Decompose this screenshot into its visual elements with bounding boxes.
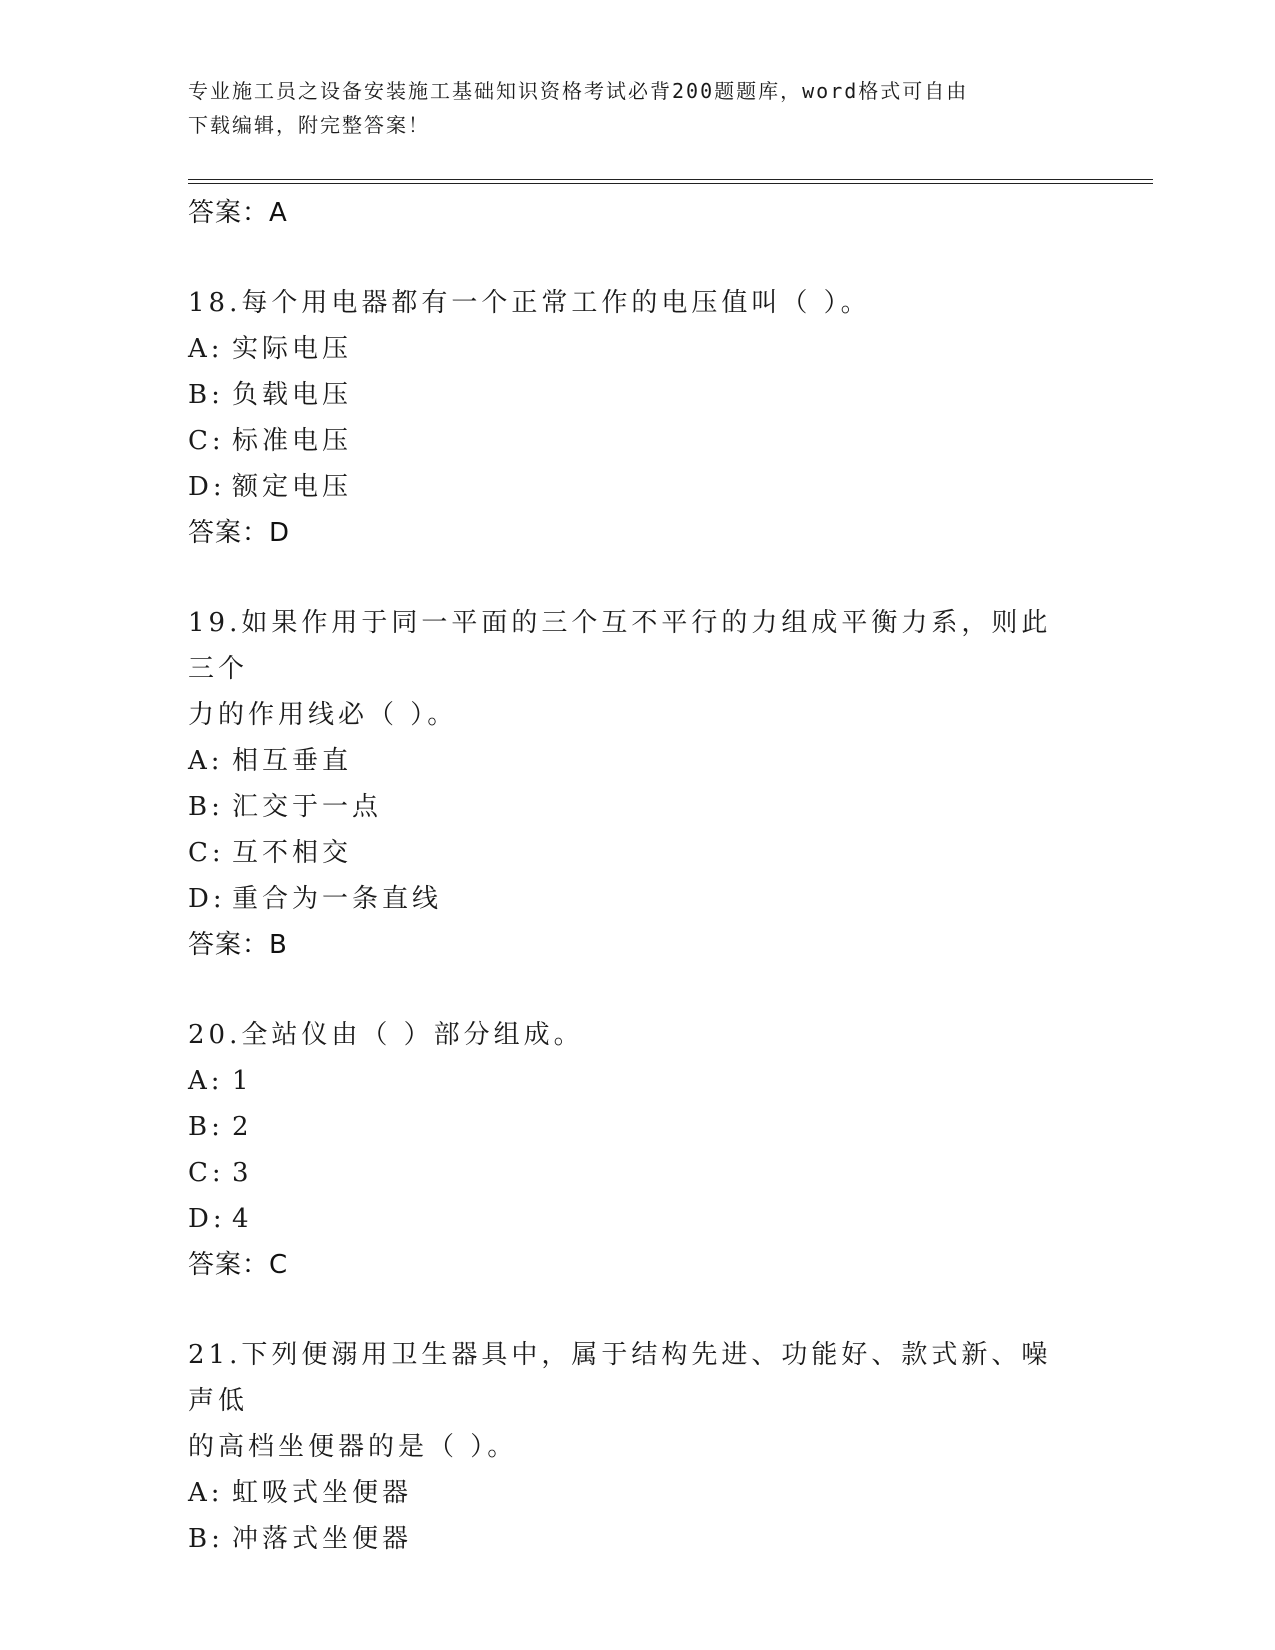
option-d [188, 876, 1078, 922]
option-c [188, 830, 1078, 876]
option-text: 重合为一条直线 [232, 884, 443, 914]
option-text: 4 [232, 1204, 253, 1234]
option-text: 额定电压 [232, 472, 353, 502]
question-20 [188, 1012, 1078, 1288]
option-a [188, 738, 1078, 784]
option-b [188, 1104, 1078, 1150]
question-text-line1: 21.下列便溺用卫生器具中，属于结构先进、功能好、款式新、噪声低 [188, 1340, 1052, 1416]
header-divider-bottom [188, 183, 1153, 184]
option-key: C: [188, 1158, 225, 1188]
option-key: C: [188, 426, 225, 456]
option-text: 互不相交 [232, 838, 353, 868]
option-text: 相互垂直 [232, 746, 353, 776]
option-a [188, 1058, 1078, 1104]
option-a [188, 326, 1078, 372]
option-b [188, 1516, 1078, 1562]
option-b [188, 372, 1078, 418]
question-18 [188, 280, 1078, 556]
header-title-line2: 下载编辑，附完整答案！ [188, 113, 430, 137]
question-text: 20.全站仪由（ ）部分组成。 [188, 1020, 584, 1050]
option-key: D: [188, 472, 226, 502]
option-key: B: [188, 380, 224, 410]
option-key: B: [188, 792, 224, 822]
option-key: A: [188, 334, 224, 364]
option-key: B: [188, 1524, 224, 1554]
question-text: 18.每个用电器都有一个正常工作的电压值叫（ ）。 [188, 288, 871, 318]
question-list [188, 190, 1078, 1562]
question-text-line1: 19.如果作用于同一平面的三个互不平行的力组成平衡力系，则此三个 [188, 608, 1052, 684]
previous-answer: 答案：A [188, 198, 288, 228]
option-key: A: [188, 1066, 224, 1096]
option-key: B: [188, 1112, 224, 1142]
question-text-line2: 的高档坐便器的是（ ）。 [188, 1432, 518, 1462]
question-21 [188, 1332, 1078, 1562]
header-divider-top [188, 179, 1153, 180]
option-c [188, 1150, 1078, 1196]
answer-label: 答案：B [188, 930, 288, 960]
option-text: 标准电压 [232, 426, 353, 456]
option-text: 冲落式坐便器 [232, 1524, 413, 1554]
answer-label: 答案：D [188, 518, 291, 548]
question-text-line2: 力的作用线必（ ）。 [188, 700, 458, 730]
option-c [188, 418, 1078, 464]
option-b [188, 784, 1078, 830]
header-title-line1: 专业施工员之设备安装施工基础知识资格考试必背200题题库，word格式可自由 [188, 79, 969, 103]
document-header [188, 74, 1088, 142]
option-text: 汇交于一点 [232, 792, 383, 822]
answer-label: 答案：C [188, 1250, 289, 1280]
option-text: 3 [232, 1158, 253, 1188]
option-text: 1 [232, 1066, 253, 1096]
option-text: 负载电压 [232, 380, 353, 410]
option-text: 2 [232, 1112, 253, 1142]
option-key: D: [188, 1204, 226, 1234]
option-key: C: [188, 838, 225, 868]
option-key: A: [188, 1478, 224, 1508]
option-text: 实际电压 [232, 334, 353, 364]
option-a [188, 1470, 1078, 1516]
option-text: 虹吸式坐便器 [232, 1478, 413, 1508]
question-19 [188, 600, 1078, 968]
option-key: D: [188, 884, 226, 914]
option-d [188, 464, 1078, 510]
option-d [188, 1196, 1078, 1242]
option-key: A: [188, 746, 224, 776]
